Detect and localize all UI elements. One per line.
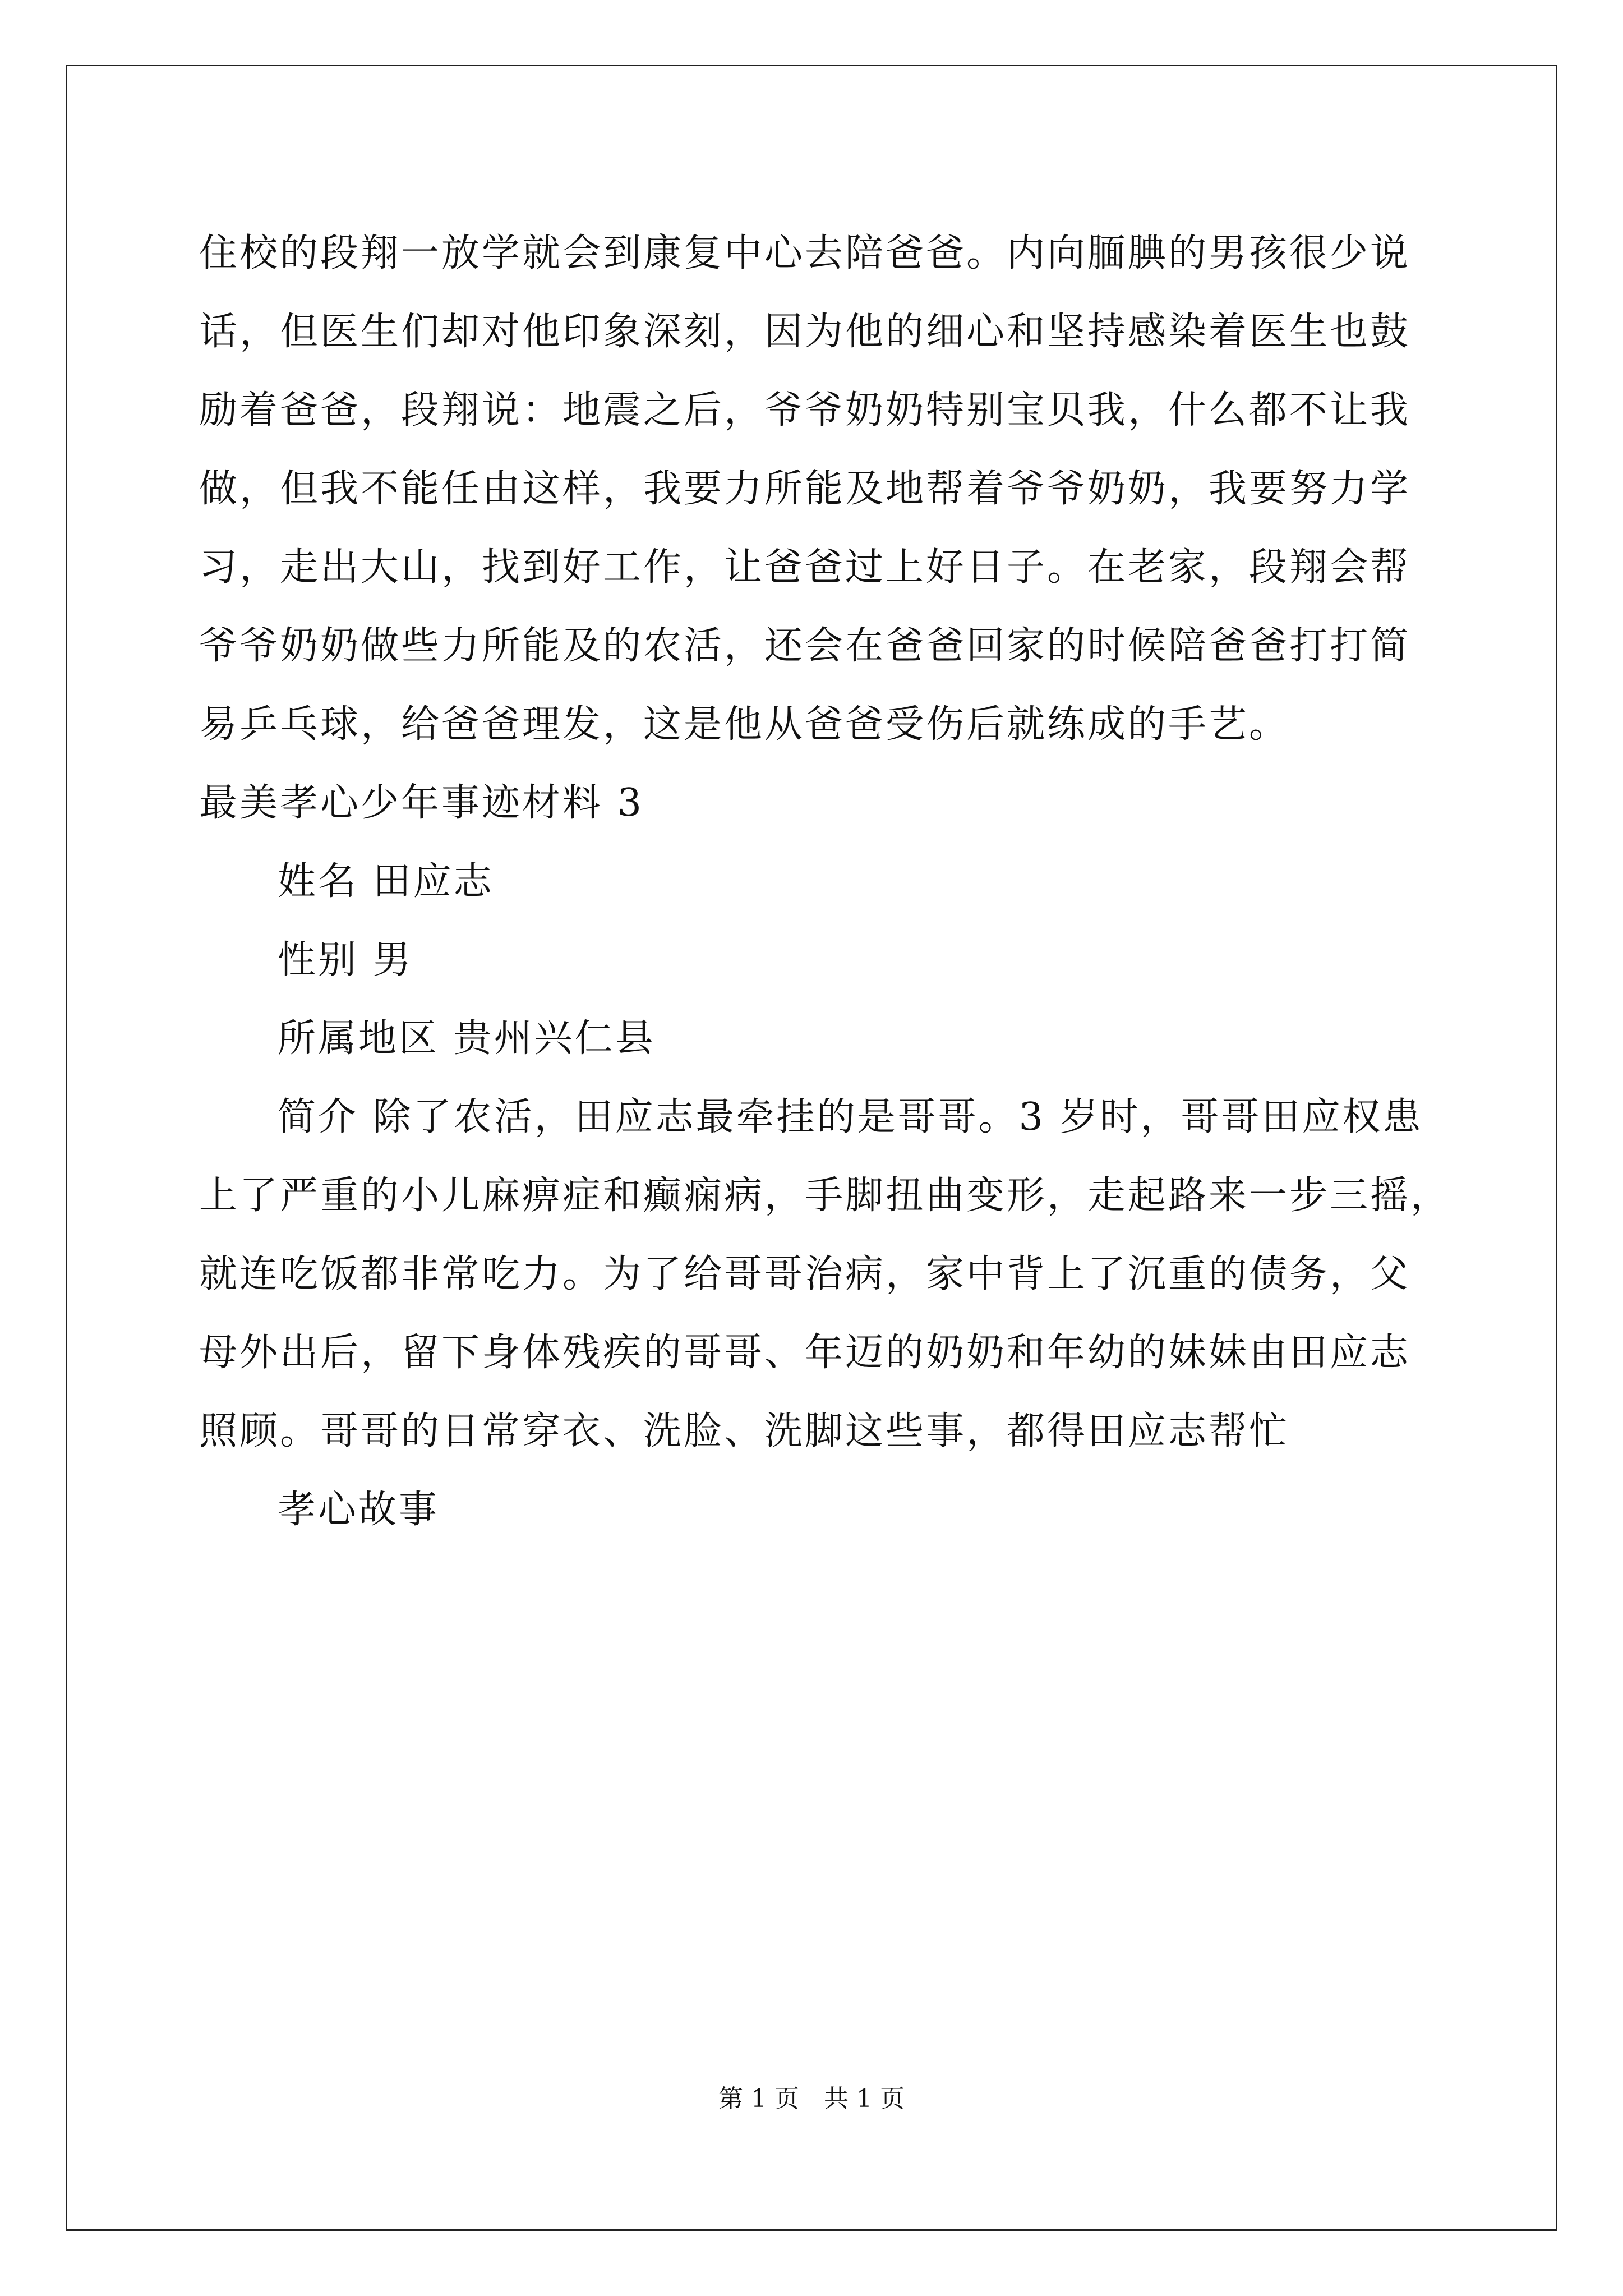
body-line: 励着爸爸，段翔说：地震之后，爷爷奶奶特别宝贝我，什么都不让我 [199, 388, 1411, 432]
page-footer: 第 1 页 共 1 页 [718, 2085, 905, 2113]
intro-line: 母外出后，留下身体残疾的哥哥、年迈的奶奶和年幼的妹妹由田应志 [199, 1331, 1411, 1375]
gender-line: 性别 男 [278, 938, 413, 982]
region-line: 所属地区 贵州兴仁县 [278, 1016, 656, 1061]
body-line: 话，但医生们却对他印象深刻，因为他的细心和坚持感染着医生也鼓 [199, 310, 1411, 354]
body-line: 住校的段翔一放学就会到康复中心去陪爸爸。内向腼腆的男孩很少说 [199, 231, 1411, 275]
intro-line: 简介 除了农活，田应志最牵挂的是哥哥。3 岁时，哥哥田应权患 [278, 1095, 1423, 1139]
body-line: 习，走出大山，找到好工作，让爸爸过上好日子。在老家，段翔会帮 [199, 545, 1411, 590]
story-heading: 孝心故事 [278, 1488, 440, 1532]
body-line: 易乒乓球，给爸爸理发，这是他从爸爸受伤后就练成的手艺。 [199, 702, 1290, 747]
body-line: 做，但我不能任由这样，我要力所能及地帮着爷爷奶奶，我要努力学 [199, 467, 1411, 511]
name-line: 姓名 田应志 [278, 859, 494, 904]
body-line: 爷爷奶奶做些力所能及的农活，还会在爸爸回家的时候陪爸爸打打简 [199, 624, 1411, 668]
section-title: 最美孝心少年事迹材料 3 [199, 781, 644, 825]
intro-line: 上了严重的小儿麻痹症和癫痫病，手脚扭曲变形，走起路来一步三摇， [199, 1174, 1451, 1218]
intro-line: 照顾。哥哥的日常穿衣、洗脸、洗脚这些事，都得田应志帮忙 [199, 1409, 1290, 1453]
intro-line: 就连吃饭都非常吃力。为了给哥哥治病，家中背上了沉重的债务，父 [199, 1252, 1411, 1296]
